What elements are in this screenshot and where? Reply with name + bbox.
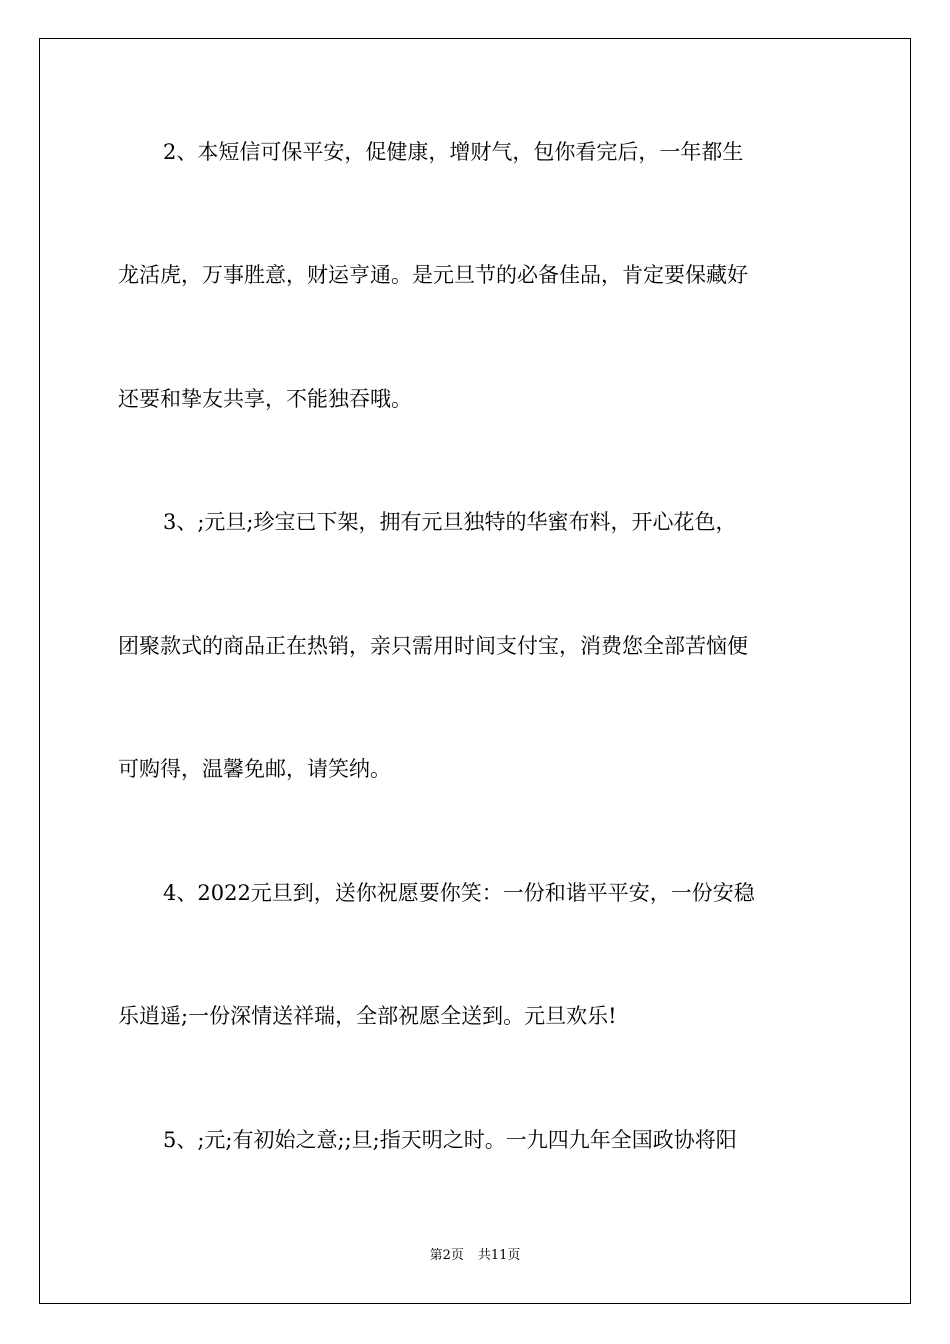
paragraph-3-line-3: 可购得，温馨免邮，请笑纳。 [118, 757, 391, 781]
paragraph-2-line-3: 还要和挚友共享，不能独吞哦。 [118, 387, 412, 411]
paragraph-5-line-1: 5、;元;有初始之意;;旦;指天明之时。一九四九年全国政协将阳 [163, 1128, 737, 1152]
paragraph-2-line-2: 龙活虎，万事胜意，财运亨通。是元旦节的必备佳品，肯定要保藏好 [118, 263, 748, 287]
paragraph-4-line-1: 4、2022元旦到，送你祝愿要你笑：一份和谐平平安，一份安稳 [163, 881, 755, 905]
paragraph-2-line-1: 2、本短信可保平安，促健康，增财气，包你看完后，一年都生 [163, 140, 744, 164]
paragraph-3-line-1: 3、;元旦;珍宝已下架，拥有元旦独特的华蜜布料，开心花色， [163, 510, 737, 534]
paragraph-4-line-2: 乐逍遥;一份深情送祥瑞，全部祝愿全送到。元旦欢乐! [118, 1004, 617, 1028]
total-pages: 共11页 [477, 1248, 521, 1263]
page-footer [0, 1247, 950, 1265]
page-frame [39, 38, 911, 1304]
page-number: 第2页 [429, 1248, 464, 1263]
paragraph-3-line-2: 团聚款式的商品正在热销，亲只需用时间支付宝，消费您全部苦恼便 [118, 634, 748, 658]
